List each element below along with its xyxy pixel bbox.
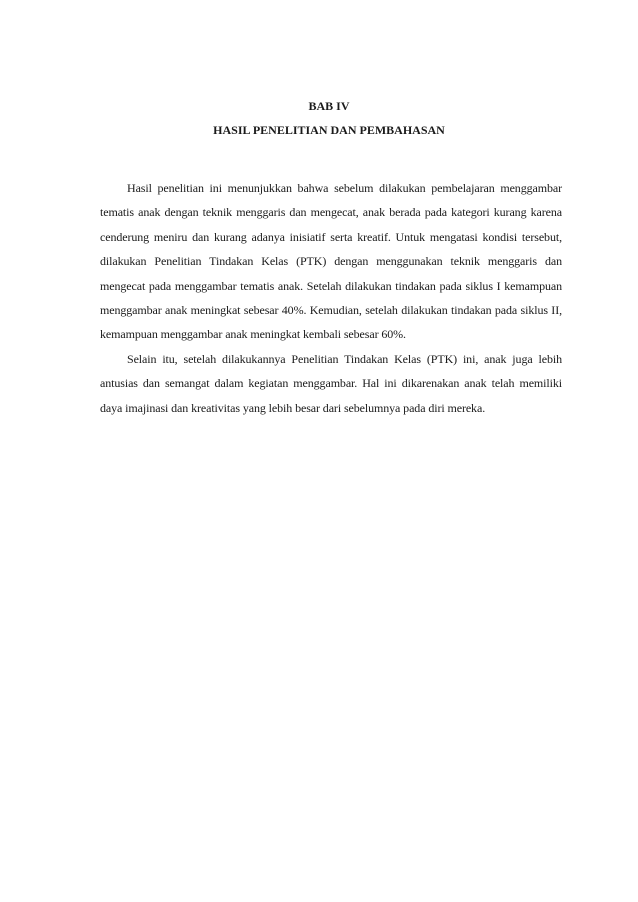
chapter-body <box>100 176 562 420</box>
chapter-number: BAB IV <box>308 99 350 113</box>
paragraph-results: Hasil penelitian ini menunjukkan bahwa sebelum dilakukan pembelajaran menggambar tematis anak dengan teknik menggaris dan mengecat, anak berada pada kategori kurang karena cenderung meniru dan kurang adanya inisiatif serta kreatif. Untuk mengatasi kondisi tersebut, dilakukan Penelitian Tindakan Kelas (PTK) dengan menggunakan teknik menggaris dan mengecat pada menggambar tematis anak. Setelah dilakukan tindakan pada siklus I kemampuan menggambar anak meningkat sebesar 40%. Kemudian, setelah dilakukan tindakan pada siklus II, kemampuan menggambar anak meningkat kembali sebesar 60%. <box>100 181 562 342</box>
paragraph-enthusiasm: Selain itu, setelah dilakukannya Penelitian Tindakan Kelas (PTK) ini, anak juga lebih antusias dan semangat dalam kegiatan menggambar. Hal ini dikarenakan anak telah memiliki daya imajinasi dan kreativitas yang lebih besar dari sebelumnya pada diri mereka. <box>100 351 562 415</box>
chapter-title: HASIL PENELITIAN DAN PEMBAHASAN <box>213 123 445 137</box>
